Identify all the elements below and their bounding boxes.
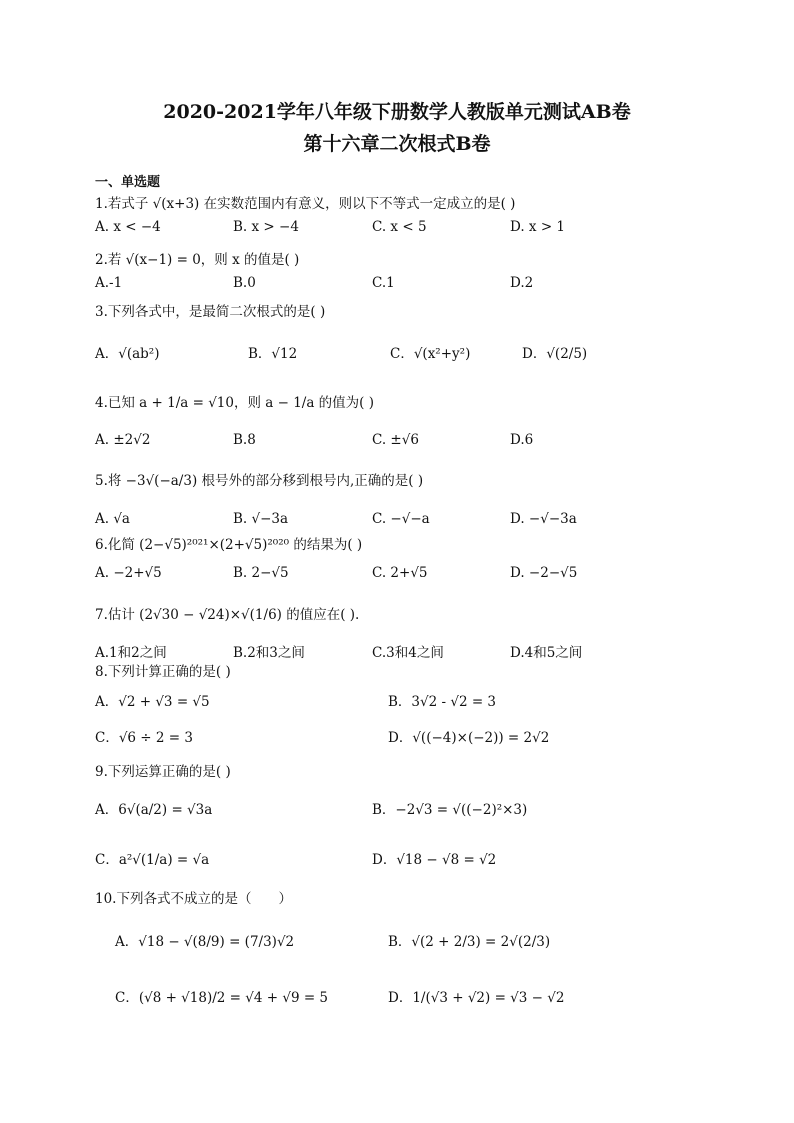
q5-option-b: B. √−3a — [233, 511, 289, 527]
q1-option-b: B. x > −4 — [233, 219, 299, 235]
q4-option-a: A. ±2√2 — [95, 432, 151, 448]
q10-option-a: A．√18 − √(8/9) = (7/3)√2 — [115, 934, 295, 950]
q5-option-d: D. −√−3a — [510, 511, 577, 527]
q7-option-d: D.4和5之间 — [510, 645, 583, 661]
q1-option-d: D. x > 1 — [510, 219, 566, 235]
doc-title-line2: 第十六章二次根式B卷 — [303, 133, 491, 155]
q7-option-c: C.3和4之间 — [372, 645, 444, 661]
section-heading: 一、单选题 — [95, 175, 161, 190]
q4-option-c: C. ±√6 — [372, 432, 419, 448]
question-6-stem: 6.化简 (2−√5)²⁰²¹×(2+√5)²⁰²⁰ 的结果为( ) — [95, 537, 363, 553]
question-4-stem: 4.已知 a + 1/a = √10，则 a − 1/a 的值为( ) — [95, 395, 375, 411]
q6-option-d: D. −2−√5 — [510, 565, 578, 581]
q3-option-d: D．√(2/5) — [522, 346, 588, 362]
q8-option-d: D．√((−4)×(−2)) = 2√2 — [388, 730, 550, 746]
q3-option-a: A．√(ab²) — [95, 346, 160, 362]
question-7-stem: 7.估计 (2√30 − √24)×√(1/6) 的值应在( ). — [95, 607, 360, 623]
q4-option-b: B.8 — [233, 432, 256, 448]
question-3-stem: 3.下列各式中，是最简二次根式的是( ) — [95, 304, 326, 320]
q10-option-b: B．√(2 + 2/3) = 2√(2/3) — [388, 934, 551, 950]
q8-option-b: B．3√2 - √2 = 3 — [388, 694, 497, 710]
q2-option-d: D.2 — [510, 275, 534, 291]
q9-option-d: D．√18 − √8 = √2 — [372, 852, 497, 868]
q6-option-c: C. 2+√5 — [372, 565, 428, 581]
q3-option-c: C．√(x²+y²) — [390, 346, 471, 362]
question-5-stem: 5.将 −3√(−a/3) 根号外的部分移到根号内,正确的是( ) — [95, 473, 424, 489]
question-8-stem: 8.下列计算正确的是( ) — [95, 664, 231, 680]
q10-option-d: D．1/(√3 + √2) = √3 − √2 — [388, 990, 565, 1006]
q8-option-a: A．√2 + √3 = √5 — [95, 694, 210, 710]
question-1-stem: 1.若式子 √(x+3) 在实数范围内有意义，则以下不等式一定成立的是( ) — [95, 196, 516, 212]
doc-title-line1: 2020-2021学年八年级下册数学人教版单元测试AB卷 — [163, 101, 631, 123]
q7-option-b: B.2和3之间 — [233, 645, 305, 661]
q10-option-c: C．(√8 + √18)/2 = √4 + √9 = 5 — [115, 990, 329, 1006]
q5-option-a: A. √a — [95, 511, 130, 527]
q2-option-c: C.1 — [372, 275, 395, 291]
q1-option-c: C. x < 5 — [372, 219, 427, 235]
q9-option-b: B．−2√3 = √((−2)²×3) — [372, 802, 528, 818]
q8-option-c: C．√6 ÷ 2 = 3 — [95, 730, 193, 746]
question-9-stem: 9.下列运算正确的是( ) — [95, 764, 231, 780]
q6-option-b: B. 2−√5 — [233, 565, 289, 581]
q4-option-d: D.6 — [510, 432, 534, 448]
question-2-stem: 2.若 √(x−1) = 0，则 x 的值是( ) — [95, 252, 300, 268]
q1-option-a: A. x < −4 — [95, 219, 161, 235]
question-10-stem: 10.下列各式不成立的是（ ） — [95, 891, 292, 907]
q9-option-c: C．a²√(1/a) = √a — [95, 852, 210, 868]
q6-option-a: A. −2+√5 — [95, 565, 162, 581]
q5-option-c: C. −√−a — [372, 511, 430, 527]
q2-option-a: A.-1 — [95, 275, 123, 291]
q9-option-a: A．6√(a/2) = √3a — [95, 802, 213, 818]
q7-option-a: A.1和2之间 — [95, 645, 167, 661]
q2-option-b: B.0 — [233, 275, 256, 291]
q3-option-b: B．√12 — [248, 346, 298, 362]
